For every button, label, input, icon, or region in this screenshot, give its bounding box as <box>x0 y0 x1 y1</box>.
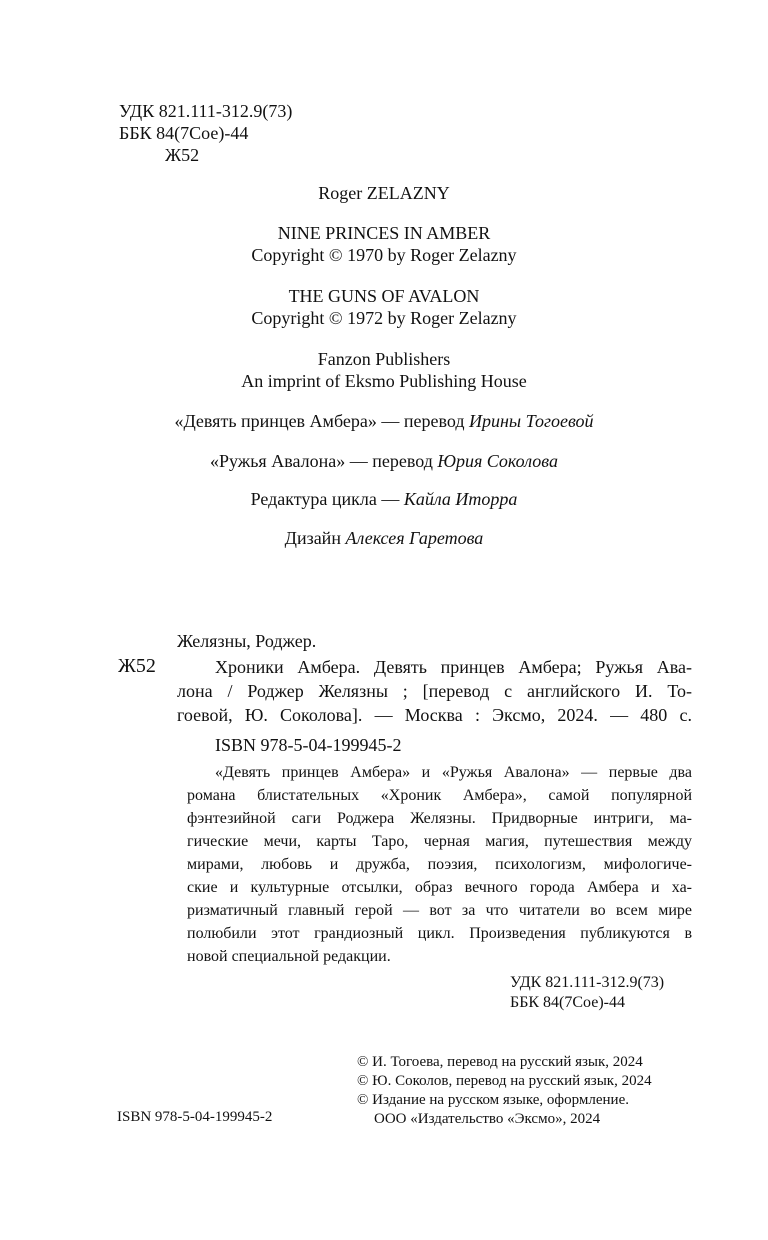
credit-translator-1 <box>0 410 768 432</box>
catalog-line-2: лона / Роджер Желязны ; [перевод с английского И. То- <box>177 681 692 701</box>
work-2-copyright: Copyright © 1972 by Roger Zelazny <box>251 308 517 328</box>
credit-name: Алексея Гаретова <box>345 528 484 548</box>
original-publisher: Fanzon Publishers <box>317 349 451 369</box>
annotation-line: ские и культурные отсылки, образ вечного города Амбера и ха- <box>187 879 692 896</box>
credit-prefix: Редактура цикла — <box>250 489 404 509</box>
copyright-line: © Издание на русском языке, оформление. <box>357 1092 629 1108</box>
annotation-line: гические мечи, карты Таро, черная магия, путешествия между <box>187 833 692 850</box>
credit-prefix: Дизайн <box>284 528 346 548</box>
work-1-title: NINE PRINCES IN AMBER <box>277 223 491 243</box>
annotation-line: ризматичный главный герой — вот за что читатели во всем мире <box>187 902 692 919</box>
catalog-line-3: гоевой, Ю. Соколова]. — Москва : Эксмо, 2024. — 480 с. <box>177 705 692 725</box>
copyright-line: ООО «Издательство «Эксмо», 2024 <box>374 1111 601 1127</box>
udk-code: УДК 821.111-312.9(73) <box>119 101 293 121</box>
credit-prefix: «Девять принцев Амбера» — перевод <box>174 411 469 431</box>
annotation-line: «Девять принцев Амбера» и «Ружья Авалона» — первые два <box>215 764 692 781</box>
credit-prefix: «Ружья Авалона» — перевод <box>210 451 438 471</box>
footer-bbk: ББК 84(7Сое)-44 <box>510 994 625 1011</box>
catalog-line-1: Хроники Амбера. Девять принцев Амбера; Ружья Ава- <box>215 657 692 677</box>
work-2-title: THE GUNS OF AVALON <box>288 286 480 306</box>
catalog-isbn: ISBN 978-5-04-199945-2 <box>215 735 402 755</box>
annotation-line: фэнтезийной саги Роджера Желязны. Придворные интриги, ма- <box>187 810 692 827</box>
annotation-line: романа блистательных «Хроник Амбера», самой популярной <box>187 787 692 804</box>
catalog-author-mark: Ж52 <box>118 655 156 677</box>
annotation-line: мирами, любовь и дружба, поэзия, психологизм, мифологиче- <box>187 856 692 873</box>
original-imprint: An imprint of Eksmo Publishing House <box>241 371 527 391</box>
credit-name: Юрия Соколова <box>437 451 558 471</box>
original-author: Roger ZELAZNY <box>318 183 450 203</box>
credit-translator-2 <box>0 450 768 472</box>
copyright-line: © И. Тогоева, перевод на русский язык, 2024 <box>357 1054 643 1070</box>
catalog-heading: Желязны, Роджер. <box>177 631 317 651</box>
footer-udk: УДК 821.111-312.9(73) <box>510 974 665 991</box>
credit-designer <box>0 527 768 549</box>
work-1-copyright: Copyright © 1970 by Roger Zelazny <box>251 245 517 265</box>
copyright-line: © Ю. Соколов, перевод на русский язык, 2024 <box>357 1073 652 1089</box>
footer-isbn: ISBN 978-5-04-199945-2 <box>117 1109 273 1125</box>
annotation-line: полюбили этот грандиозный цикл. Произведения публикуются в <box>187 925 692 942</box>
bbk-code: ББК 84(7Сое)-44 <box>119 123 249 143</box>
credit-name: Ирины Тогоевой <box>468 411 594 431</box>
author-mark: Ж52 <box>165 145 200 165</box>
annotation-line: новой специальной редакции. <box>187 948 391 965</box>
credit-name: Кайла Иторра <box>403 489 518 509</box>
credit-editor <box>0 488 768 510</box>
